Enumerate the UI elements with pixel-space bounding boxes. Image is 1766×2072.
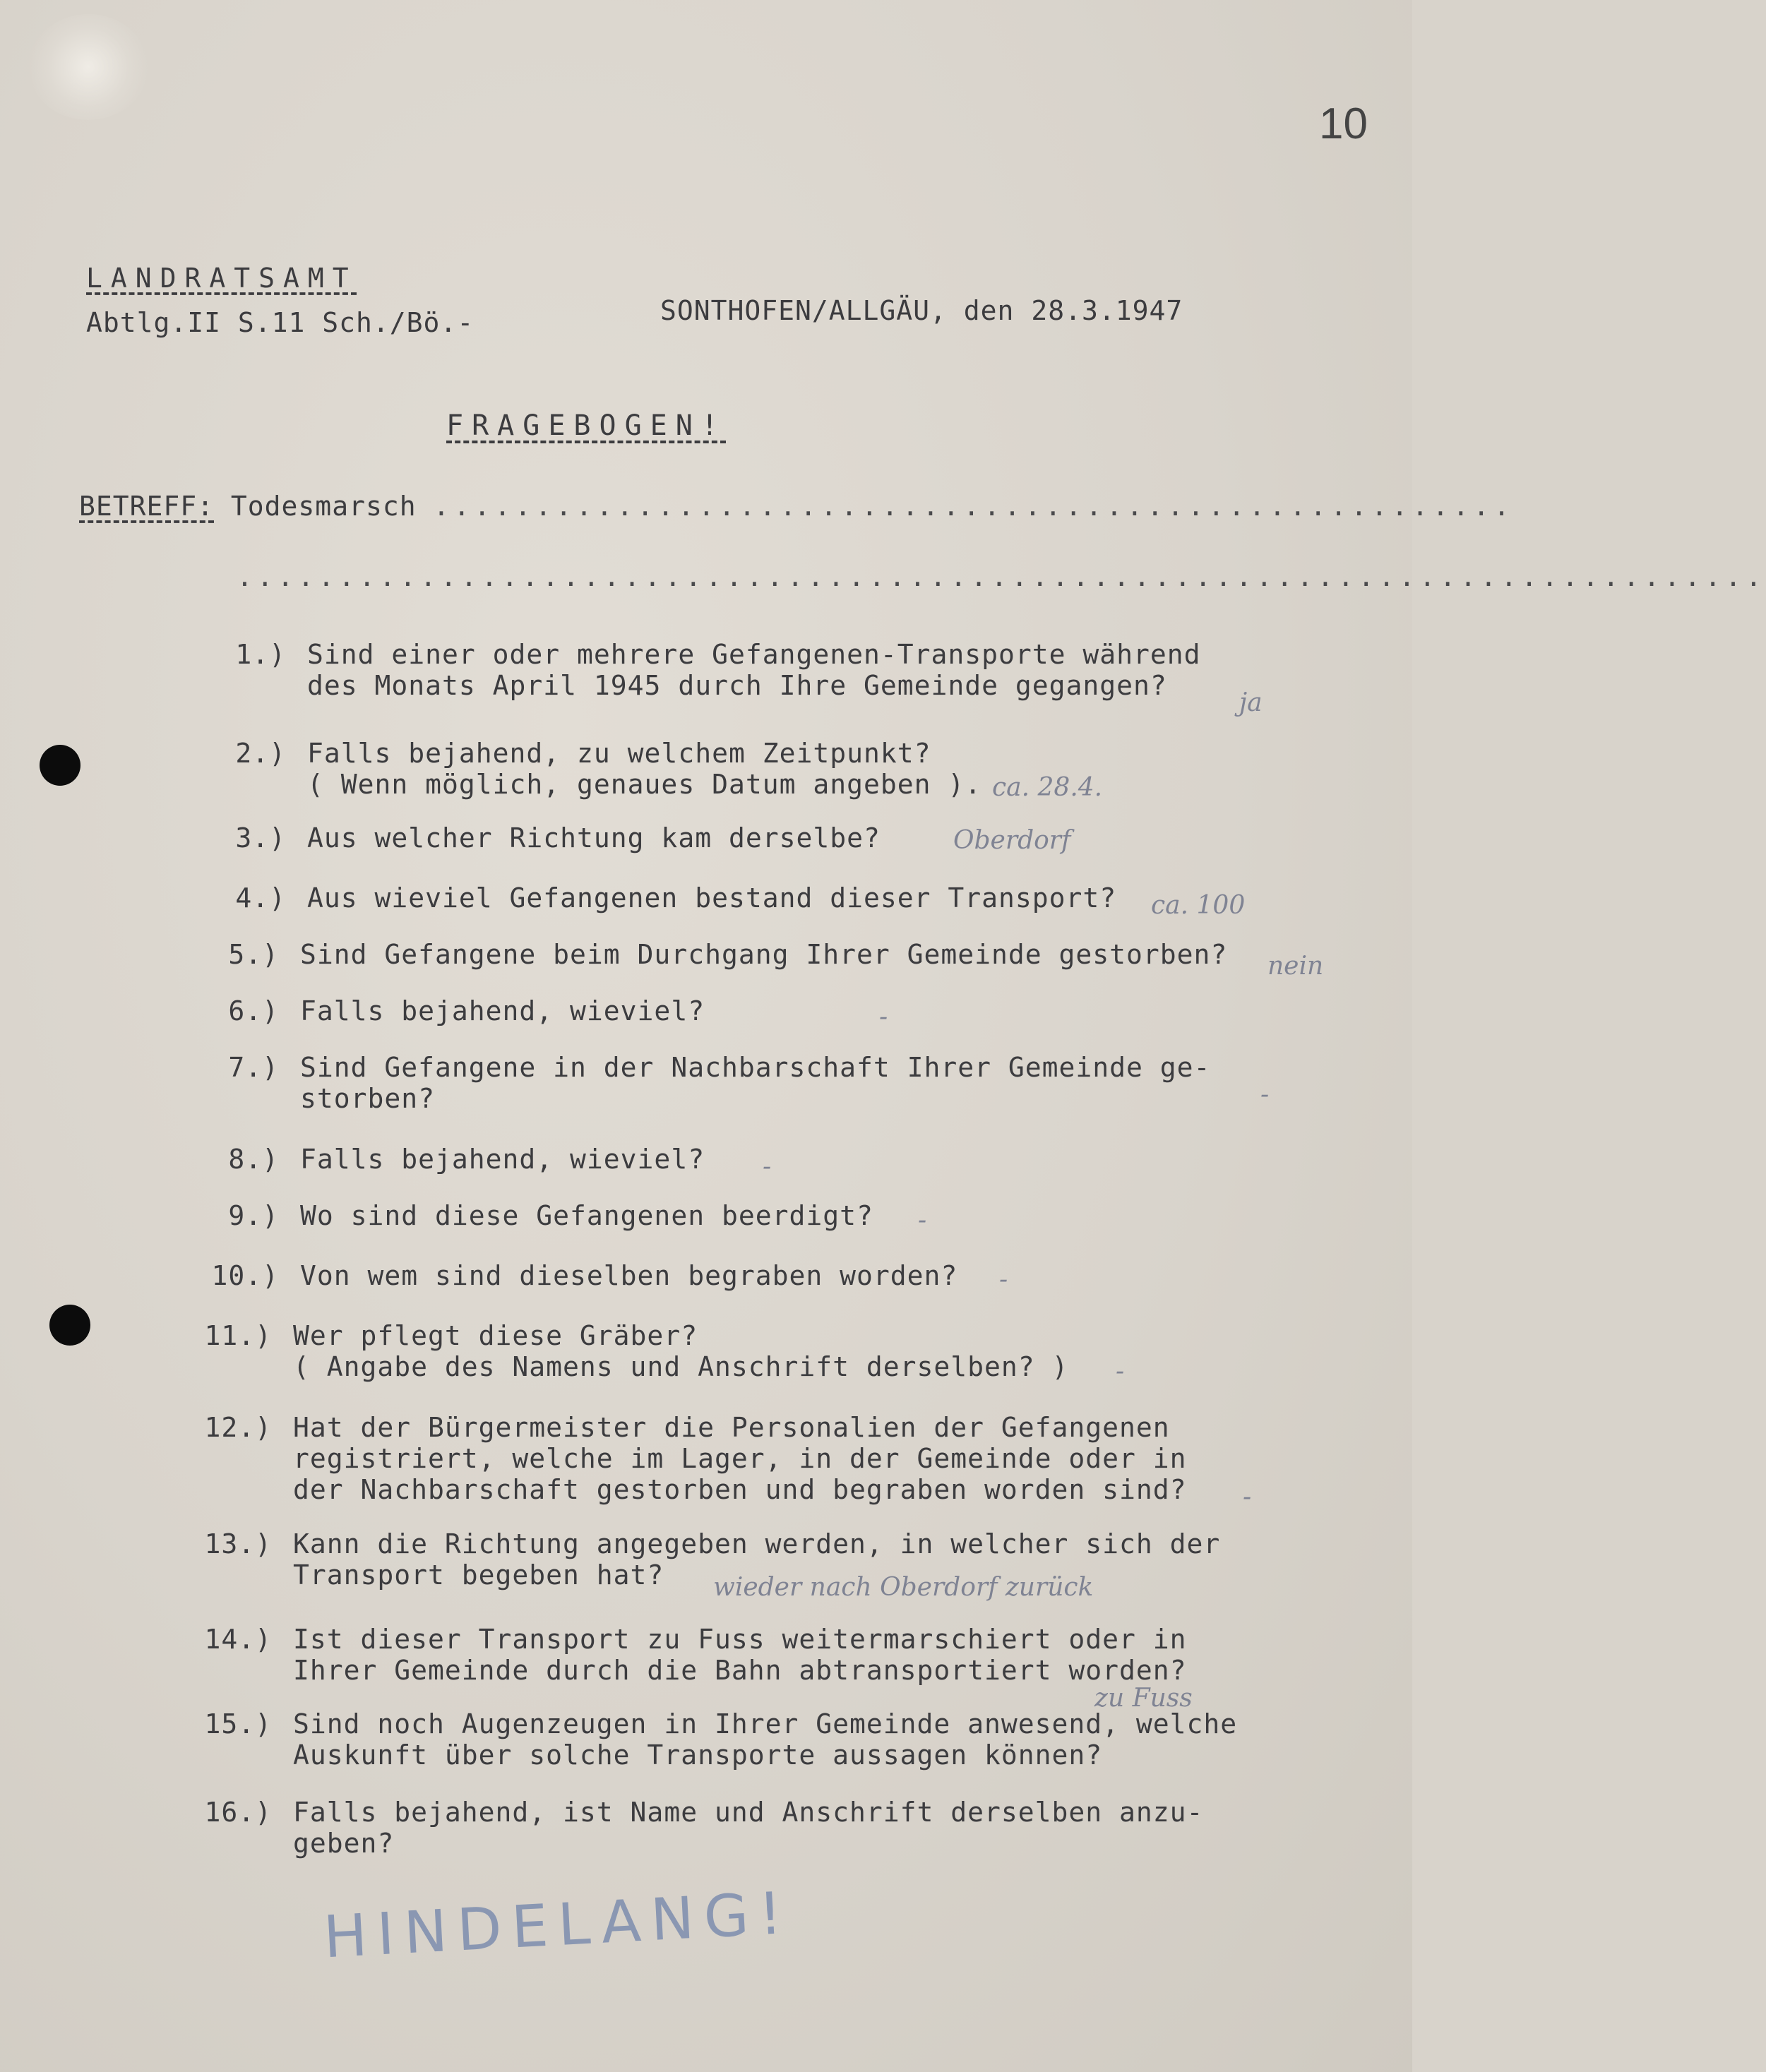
question-number: 3.) (235, 822, 286, 854)
handwritten-answer-14: zu Fuss (1094, 1684, 1193, 1713)
handwritten-answer-6: - (879, 1002, 888, 1031)
handwritten-answer-4: ca. 100 (1151, 891, 1246, 920)
question-6 (205, 995, 1335, 1026)
question-number: 4.) (235, 882, 286, 914)
question-continuation (198, 1655, 1328, 1686)
betreff-dot-leader-2: ........................................................................... (237, 561, 1766, 592)
question-text: der Nachbarschaft gestorben und begraben worden sind? (293, 1474, 1187, 1505)
question-text: ( Angabe des Namens und Anschrift derselben? ) (293, 1351, 1069, 1382)
question-number: 15.) (204, 1708, 272, 1739)
reference-code: Abtlg.II S.11 Sch./Bö.- (86, 307, 475, 338)
question-text: storben? (300, 1083, 436, 1114)
question-text: Falls bejahend, wieviel? (300, 995, 705, 1026)
question-text: Transport begeben hat? (293, 1559, 664, 1591)
question-text: Falls bejahend, ist Name und Anschrift derselben anzu- (293, 1797, 1204, 1828)
question-number: 12.) (204, 1412, 272, 1443)
question-14 (198, 1624, 1328, 1686)
handwritten-answer-9: - (918, 1206, 927, 1235)
question-text: Hat der Bürgermeister die Personalien der Gefangenen (293, 1412, 1170, 1443)
betreff-dot-leader: ..................................................... (433, 491, 1515, 522)
question-continuation (198, 1739, 1328, 1771)
question-continuation (198, 1828, 1328, 1859)
question-line (198, 1528, 1328, 1559)
punch-hole-bottom (49, 1305, 90, 1346)
question-number: 5.) (228, 939, 279, 970)
question-16 (198, 1797, 1328, 1859)
question-text: Kann die Richtung angegeben werden, in welcher sich der (293, 1528, 1221, 1559)
question-number: 14.) (204, 1624, 272, 1655)
question-line (198, 1320, 1328, 1351)
question-5 (205, 939, 1335, 970)
handwritten-answer-11: - (1116, 1357, 1125, 1386)
question-line (198, 1412, 1328, 1443)
question-continuation (212, 769, 1342, 800)
question-continuation (212, 670, 1342, 701)
question-text: Wer pflegt diese Gräber? (293, 1320, 698, 1351)
handwritten-answer-7: - (1260, 1080, 1270, 1109)
question-number: 13.) (204, 1528, 272, 1559)
handwritten-answer-3: Oberdorf (953, 826, 1071, 855)
question-continuation (198, 1351, 1328, 1382)
question-line (205, 939, 1335, 970)
page-title: FRAGEBOGEN! (446, 409, 727, 442)
question-10 (205, 1260, 1335, 1291)
question-number: 7.) (228, 1052, 279, 1083)
question-text: Auskunft über solche Transporte aussagen können? (293, 1739, 1103, 1771)
question-12 (198, 1412, 1328, 1505)
question-line (212, 822, 1342, 854)
question-text: des Monats April 1945 durch Ihre Gemeinde gegangen? (307, 670, 1167, 701)
question-text: Falls bejahend, wieviel? (300, 1144, 705, 1175)
handwritten-answer-1: ja (1239, 688, 1263, 717)
question-2 (212, 738, 1342, 800)
question-text: Ist dieser Transport zu Fuss weitermarschiert oder in (293, 1624, 1187, 1655)
handwritten-answer-13: wieder nach Oberdorf zurück (713, 1573, 1094, 1602)
office-name: LANDRATSAMT (86, 263, 357, 294)
question-text: Von wem sind dieselben begraben worden? (300, 1260, 958, 1291)
punch-hole-top (40, 745, 80, 786)
question-number: 9.) (228, 1200, 279, 1231)
question-number: 6.) (228, 995, 279, 1026)
handwritten-answer-10: - (999, 1265, 1008, 1294)
question-text: Falls bejahend, zu welchem Zeitpunkt? (307, 738, 931, 769)
question-15 (198, 1708, 1328, 1771)
question-text: Sind noch Augenzeugen in Ihrer Gemeinde anwesend, welche (293, 1708, 1238, 1739)
question-line (205, 1200, 1335, 1231)
betreff-value: Todesmarsch (230, 491, 417, 522)
question-number: 10.) (211, 1260, 279, 1291)
question-text: Wo sind diese Gefangenen beerdigt? (300, 1200, 873, 1231)
betreff-row (79, 491, 1514, 522)
question-number: 1.) (235, 639, 286, 670)
question-line (212, 639, 1342, 670)
handwritten-answer-2: ca. 28.4. (992, 773, 1103, 802)
question-continuation (198, 1474, 1328, 1505)
question-continuation (198, 1443, 1328, 1474)
handwritten-answer-5: nein (1267, 952, 1324, 981)
question-line (205, 995, 1335, 1026)
betreff-label: BETREFF: (79, 491, 215, 522)
question-line (205, 1052, 1335, 1083)
question-line (198, 1797, 1328, 1828)
question-text: geben? (293, 1828, 395, 1859)
question-number: 8.) (228, 1144, 279, 1175)
question-line (212, 738, 1342, 769)
question-text: ( Wenn möglich, genaues Datum angeben ). (307, 769, 982, 800)
question-9 (205, 1200, 1335, 1231)
question-number: 2.) (235, 738, 286, 769)
question-3 (212, 822, 1342, 854)
question-11 (198, 1320, 1328, 1382)
question-7 (205, 1052, 1335, 1114)
question-line (198, 1624, 1328, 1655)
question-text: Aus welcher Richtung kam derselbe? (307, 822, 881, 854)
place-date: SONTHOFEN/ALLGÄU, den 28.3.1947 (660, 295, 1183, 326)
handwritten-answer-8: - (763, 1152, 772, 1181)
handwritten-answer-12: - (1243, 1483, 1252, 1511)
question-1 (212, 639, 1342, 701)
page-number: 10 (1319, 100, 1368, 148)
question-text: Sind Gefangene in der Nachbarschaft Ihrer Gemeinde ge- (300, 1052, 1211, 1083)
question-number: 11.) (204, 1320, 272, 1351)
handwritten-place: HINDELANG! (321, 1879, 794, 1972)
question-continuation (205, 1083, 1335, 1114)
question-text: Aus wieviel Gefangenen bestand dieser Transport? (307, 882, 1117, 914)
paper-stain (28, 14, 148, 120)
question-text: Sind einer oder mehrere Gefangenen-Transporte während (307, 639, 1201, 670)
question-text: Sind Gefangene beim Durchgang Ihrer Gemeinde gestorben? (300, 939, 1228, 970)
question-line (198, 1708, 1328, 1739)
question-text: Ihrer Gemeinde durch die Bahn abtransportiert worden? (293, 1655, 1187, 1686)
question-number: 16.) (204, 1797, 272, 1828)
question-text: registriert, welche im Lager, in der Gemeinde oder in (293, 1443, 1187, 1474)
question-line (205, 1260, 1335, 1291)
